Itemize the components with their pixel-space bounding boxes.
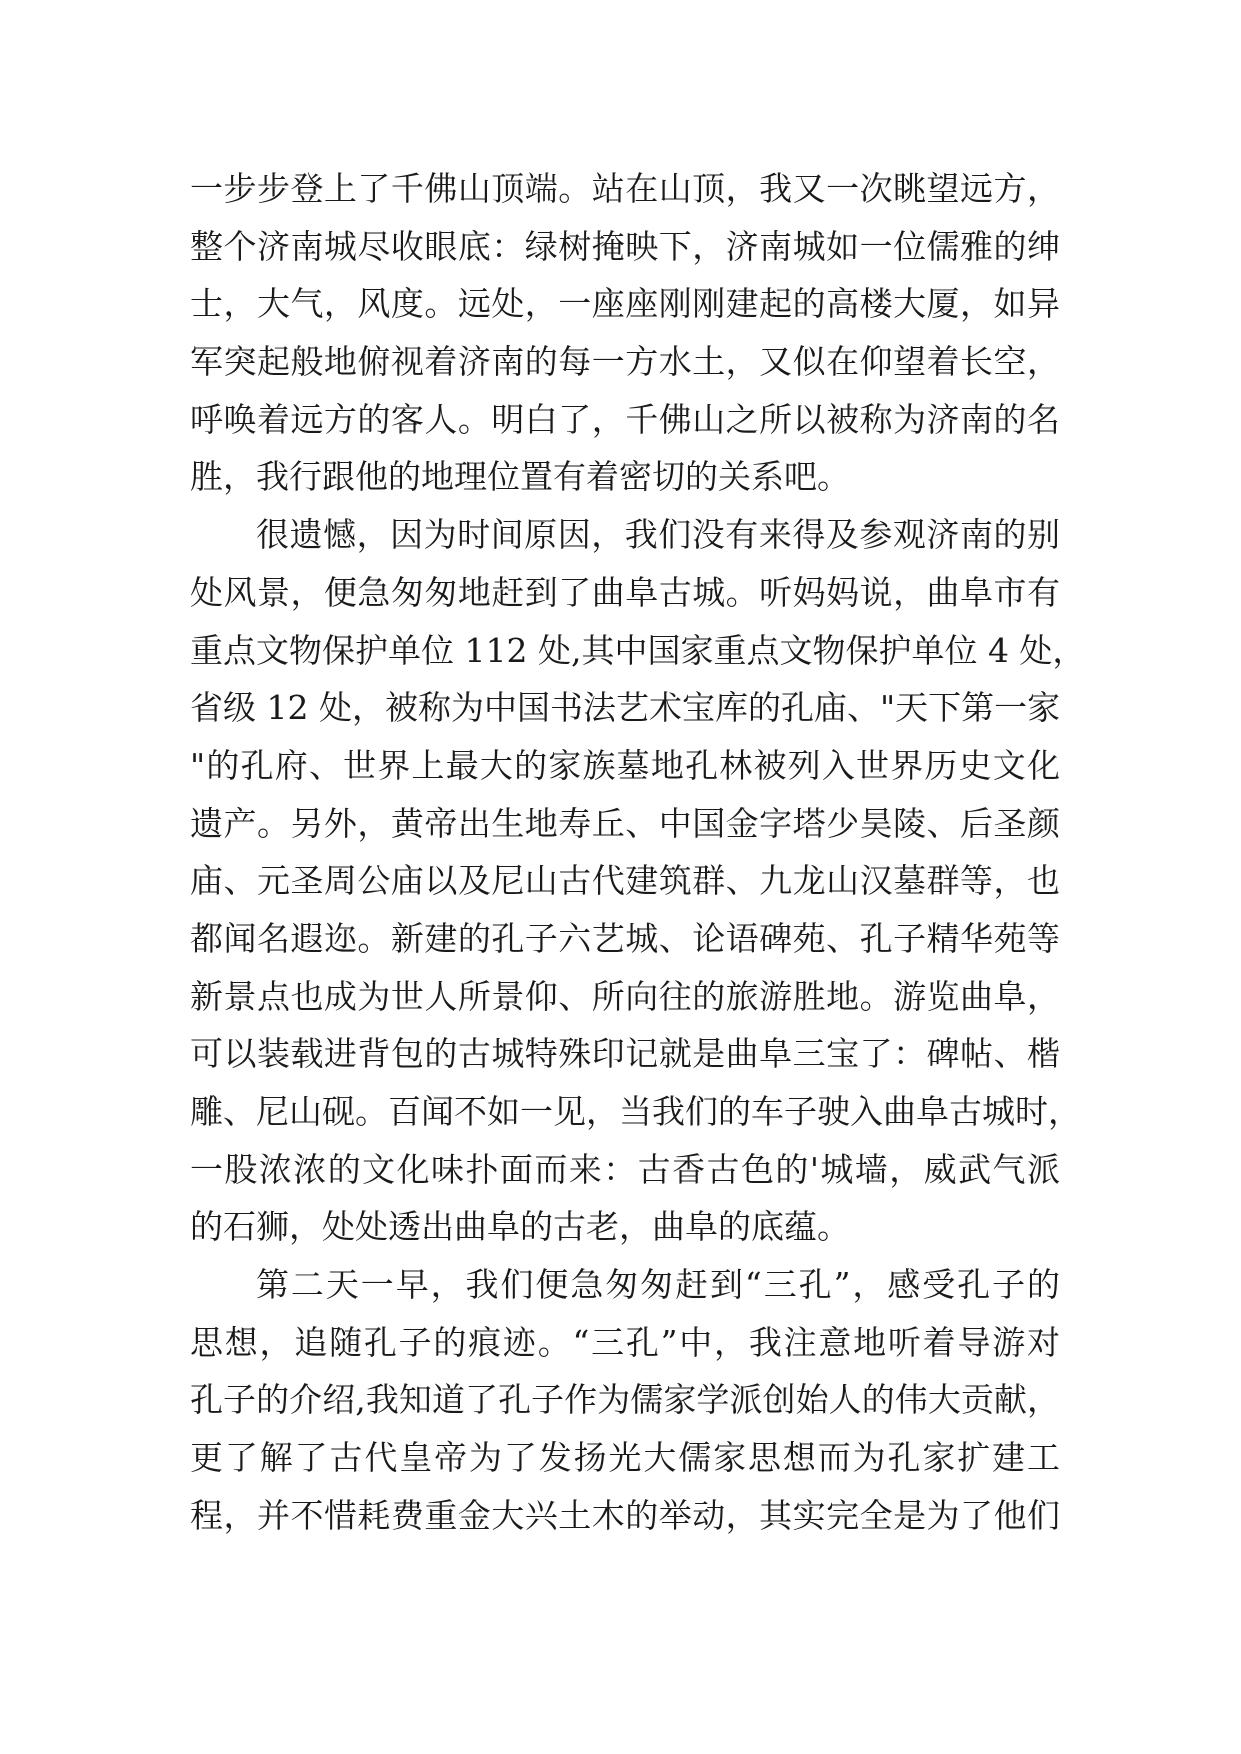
paragraph-start-line: 很遗憾，因为时间原因，我们没有来得及参观济南的别	[256, 515, 1060, 555]
text-line: 的石狮，处处透出曲阜的古老，曲阜的底蕴。	[190, 1207, 850, 1247]
body-text	[190, 160, 1086, 1545]
text-line: 处风景，便急匆匆地赶到了曲阜古城。听妈妈说，曲阜市有	[190, 572, 1060, 612]
text-line: 士，大气，风度。远处，一座座刚刚建起的高楼大厦，如异	[190, 284, 1060, 324]
text-line: 孔子的介绍,我知道了孔子作为儒家学派创始人的伟大贡献，	[190, 1380, 1060, 1420]
text-line: 省级 12 处，被称为中国书法艺术宝库的孔庙、"天下第一家	[190, 688, 1061, 728]
text-line: 遗产。另外，黄帝出生地寿丘、中国金字塔少昊陵、后圣颜	[190, 803, 1060, 843]
paragraph-start-line: 第二天一早，我们便急匆匆赶到“三孔”，感受孔子的	[256, 1265, 1060, 1305]
text-line: 程，并不惜耗费重金大兴土木的举动，其实完全是为了他们	[190, 1495, 1060, 1535]
text-line: 呼唤着远方的客人。明白了，千佛山之所以被称为济南的名	[190, 399, 1060, 439]
text-line: 庙、元圣周公庙以及尼山古代建筑群、九龙山汉墓群等，也	[190, 861, 1060, 901]
text-line: 可以装载进背包的古城特殊印记就是曲阜三宝了：碑帖、楷	[190, 1034, 1060, 1074]
text-line: 整个济南城尽收眼底：绿树掩映下，济南城如一位儒雅的绅	[190, 226, 1060, 266]
text-line: 雕、尼山砚。百闻不如一见，当我们的车子驶入曲阜古城时，	[190, 1092, 1081, 1131]
text-line: 军突起般地俯视着济南的每一方水土，又似在仰望着长空，	[190, 342, 1060, 382]
text-line: "的孔府、世界上最大的家族墓地孔林被列入世界历史文化	[190, 745, 1060, 785]
text-line: 胜，我行跟他的地理位置有着密切的关系吧。	[190, 457, 850, 497]
text-line: 一股浓浓的文化味扑面而来：古香古色的'城墙，威武气派	[190, 1149, 1060, 1189]
text-line: 新景点也成为世人所景仰、所向往的旅游胜地。游览曲阜，	[190, 976, 1060, 1016]
text-line: 都闻名遐迩。新建的孔子六艺城、论语碑苑、孔子精华苑等	[190, 918, 1060, 958]
text-line: 更了解了古代皇帝为了发扬光大儒家思想而为孔家扩建工	[190, 1438, 1060, 1478]
text-line: 思想，追随孔子的痕迹。“三孔”中，我注意地听着导游对	[190, 1322, 1060, 1362]
text-line: 重点文物保护单位 112 处,其中国家重点文物保护单位 4 处，	[190, 630, 1086, 670]
text-line: 一步步登上了千佛山顶端。站在山顶，我又一次眺望远方，	[190, 169, 1060, 208]
